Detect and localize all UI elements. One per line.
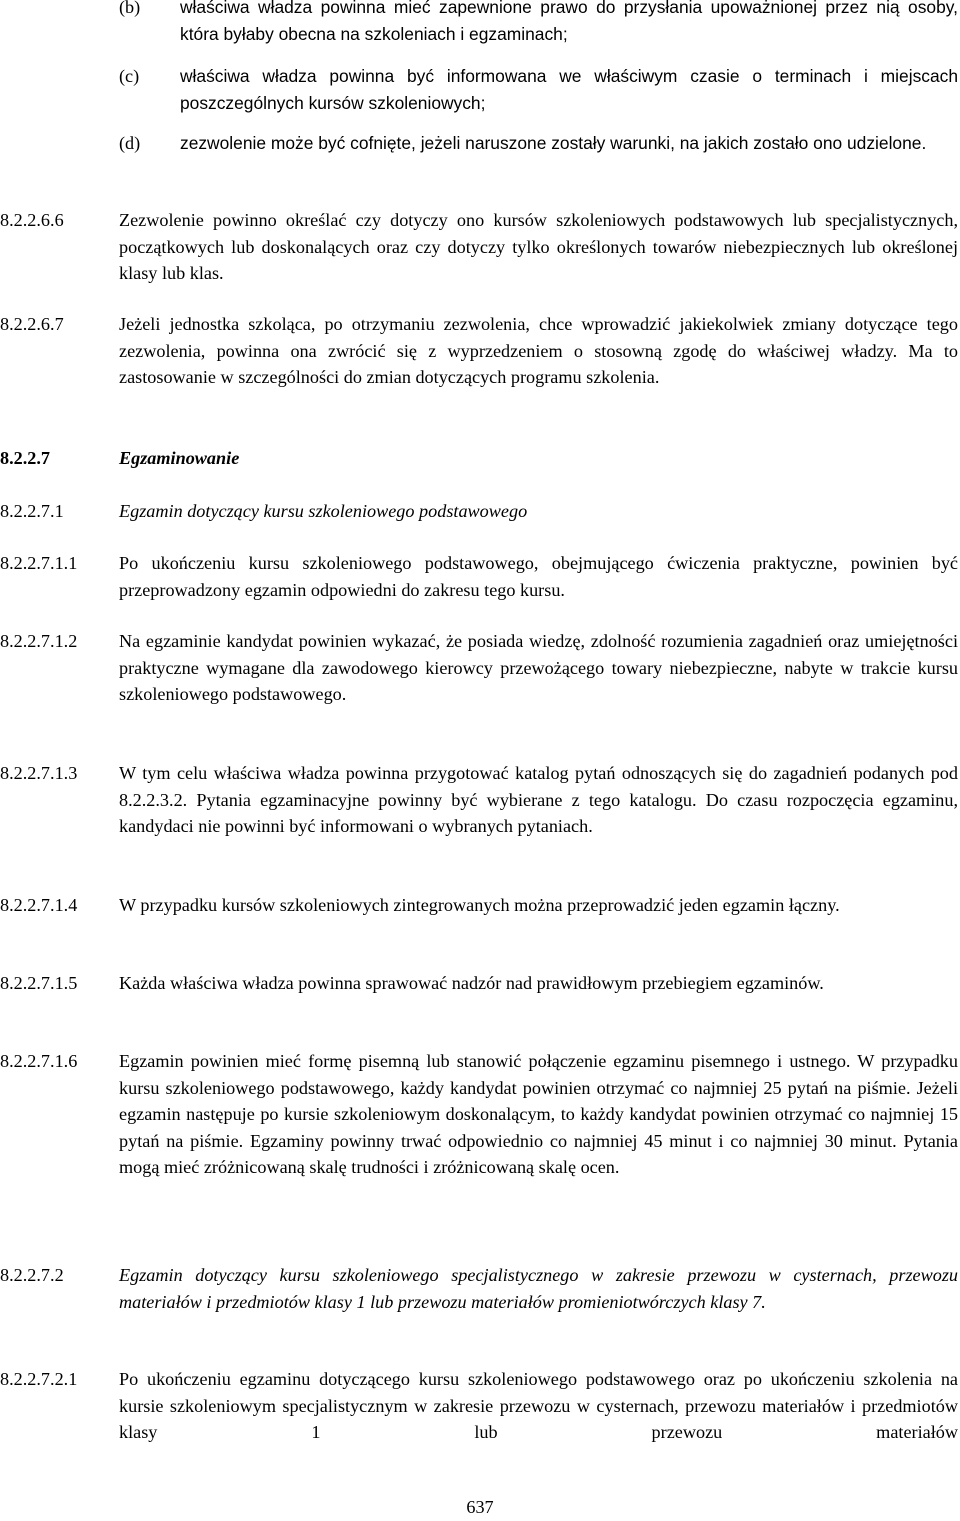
section-text: Zezwolenie powinno określać czy dotyczy ono kursów szkoleniowych podstawowych lub specjalistycznych, początkowych lub doskonalących oraz czy dotyczy tylko określonych towarów niebezpiecznych lub określonej klasy lub klas. bbox=[119, 210, 958, 283]
list-item-d bbox=[0, 130, 958, 157]
section-number: 8.2.2.7.1.4 bbox=[0, 895, 78, 915]
section-number: 8.2.2.7.1.1 bbox=[0, 553, 78, 573]
section-number: 8.2.2.7.1.5 bbox=[0, 973, 78, 993]
item-text: zezwolenie może być cofnięte, jeżeli naruszone zostały warunki, na jakich zostało ono udzielone. bbox=[180, 133, 927, 153]
section-title: Egzamin dotyczący kursu szkoleniowego podstawowego bbox=[119, 501, 528, 521]
section-heading-8-2-2-7 bbox=[0, 445, 958, 472]
section-text: Po ukończeniu egzaminu dotyczącego kursu szkoleniowego podstawowego oraz po ukończeniu szkolenia na kursie szkoleniowym specjalistycznym w zakresie przewozu w cysternach, przewozu materiałów i przedmiotów klasy 1 lub przewozu materiałów bbox=[119, 1369, 958, 1442]
section-number: 8.2.2.6.7 bbox=[0, 314, 64, 334]
section-8-2-2-6-7 bbox=[0, 311, 958, 391]
section-8-2-2-7-1-4 bbox=[0, 892, 958, 919]
section-number: 8.2.2.7.1 bbox=[0, 501, 64, 521]
item-label: (c) bbox=[119, 66, 140, 86]
section-8-2-2-7-1-6 bbox=[0, 1048, 958, 1181]
section-text: W przypadku kursów szkoleniowych zintegrowanych można przeprowadzić jeden egzamin łączny. bbox=[119, 895, 840, 915]
section-8-2-2-7-1-5 bbox=[0, 970, 958, 997]
item-label: (b) bbox=[119, 0, 141, 17]
section-text: Po ukończeniu kursu szkoleniowego podstawowego, obejmującego ćwiczenia praktyczne, powinien być przeprowadzony egzamin odpowiedni do zakresu tego kursu. bbox=[119, 553, 958, 600]
section-number: 8.2.2.6.6 bbox=[0, 210, 64, 230]
section-text: Egzamin powinien mieć formę pisemną lub stanowić połączenie egzaminu pisemnego i ustnego. W przypadku kursu szkoleniowego podstawowego, każdy kandydat powinien otrzymać co najmniej 25 pytań na piśmie. Jeżeli egzamin następuje po kursie szkoleniowym doskonalącym, to każdy kandydat powinien otrzymać co najmniej 15 pytań na piśmie. Egzaminy powinny trwać odpowiednio co najmniej 45 minut i co najmniej 30 minut. Pytania mogą mieć zróżnicowaną skalę trudności i zróżnicowaną skalę ocen. bbox=[119, 1051, 958, 1177]
section-number: 8.2.2.7.2.1 bbox=[0, 1369, 78, 1389]
section-heading-8-2-2-7-1 bbox=[0, 498, 958, 525]
section-number: 8.2.2.7.1.2 bbox=[0, 631, 78, 651]
section-8-2-2-7-1-1 bbox=[0, 550, 958, 603]
section-title: Egzaminowanie bbox=[119, 448, 240, 468]
section-8-2-2-7-1-2 bbox=[0, 628, 958, 708]
page-number: 637 bbox=[466, 1497, 494, 1517]
list-item-c bbox=[0, 63, 958, 116]
section-number: 8.2.2.7.1.3 bbox=[0, 763, 78, 783]
section-title: Egzamin dotyczący kursu szkoleniowego specjalistycznego w zakresie przewozu w cysternach, przewozu materiałów i przedmiotów klasy 1 lub przewozu materiałów promieniotwórczych klasy 7. bbox=[119, 1265, 958, 1312]
section-number: 8.2.2.7.1.6 bbox=[0, 1051, 78, 1071]
item-text: właściwa władza powinna być informowana we właściwym czasie o terminach i miejscach poszczególnych kursów szkoleniowych; bbox=[180, 66, 958, 113]
section-heading-8-2-2-7-2 bbox=[0, 1262, 958, 1315]
item-label: (d) bbox=[119, 133, 141, 153]
section-8-2-2-7-1-3 bbox=[0, 760, 958, 840]
section-8-2-2-6-6 bbox=[0, 207, 958, 287]
list-item-b bbox=[0, 0, 958, 47]
item-text: właściwa władza powinna mieć zapewnione prawo do przysłania upoważnionej przez nią osoby, która byłaby obecna na szkoleniach i egzaminach; bbox=[180, 0, 958, 44]
section-text: Każda właściwa władza powinna sprawować nadzór nad prawidłowym przebiegiem egzaminów. bbox=[119, 973, 824, 993]
section-text: Jeżeli jednostka szkoląca, po otrzymaniu zezwolenia, chce wprowadzić jakiekolwiek zmiany dotyczące tego zezwolenia, powinna ona zwrócić się z wyprzedzeniem o stosowną zgodę do właściwej władzy. Ma to zastosowanie w szczególności do zmian dotyczących programu szkolenia. bbox=[119, 314, 958, 387]
section-number: 8.2.2.7 bbox=[0, 448, 51, 468]
section-text: W tym celu właściwa władza powinna przygotować katalog pytań odnoszących się do zagadnień podanych pod 8.2.2.3.2. Pytania egzaminacyjne powinny być wybierane z tego katalogu. Do czasu rozpoczęcia egzaminu, kandydaci nie powinni być informowani o wybranych pytaniach. bbox=[119, 763, 958, 836]
section-8-2-2-7-2-1 bbox=[0, 1366, 958, 1446]
section-number: 8.2.2.7.2 bbox=[0, 1265, 64, 1285]
section-text: Na egzaminie kandydat powinien wykazać, że posiada wiedzę, zdolność rozumienia zagadnień oraz umiejętności praktyczne wymagane dla zawodowego kierowcy przewożącego towary niebezpieczne, nabyte w trakcie kursu szkoleniowego podstawowego. bbox=[119, 631, 958, 704]
